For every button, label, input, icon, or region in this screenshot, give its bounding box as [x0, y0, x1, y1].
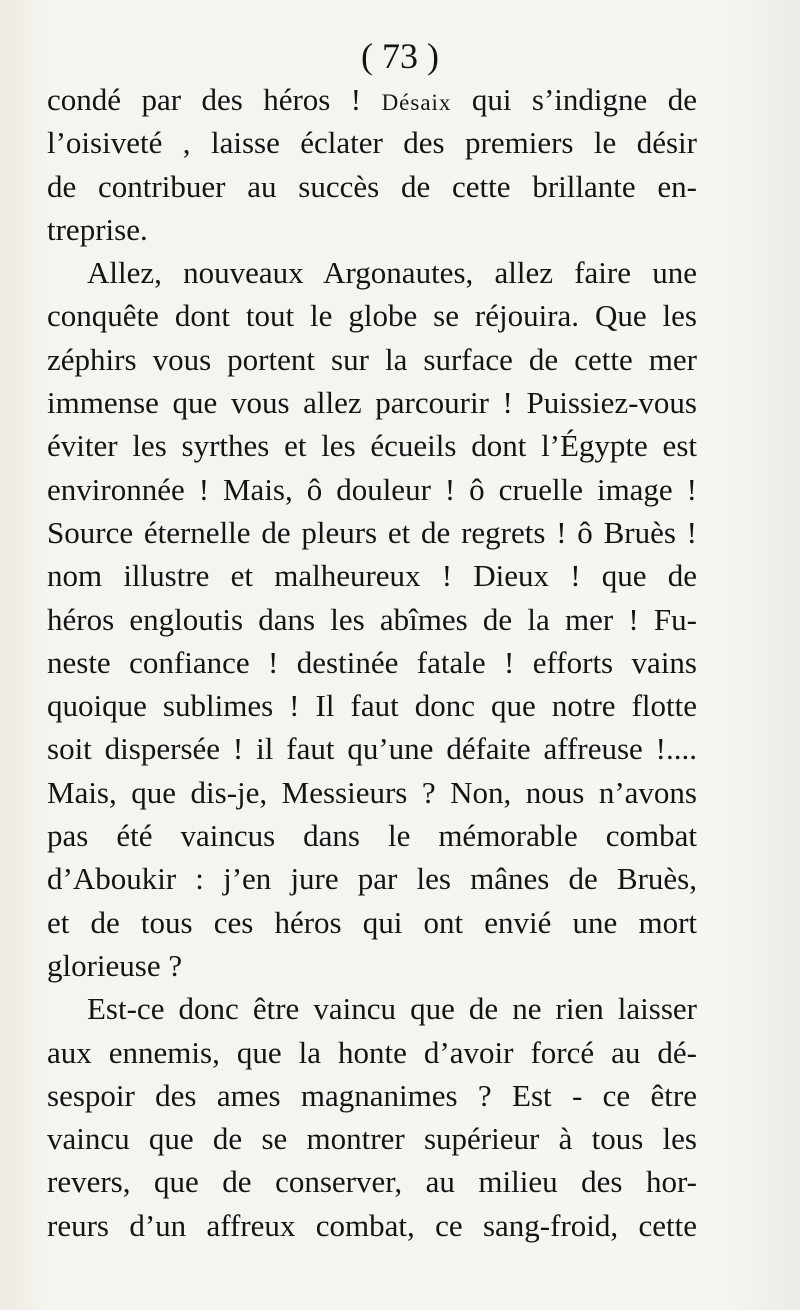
text-line: Source éternelle de pleurs et de regrets ! ô Bruès !	[47, 514, 697, 550]
text-line: zéphirs vous portent sur la surface de cette mer	[47, 341, 697, 377]
text-line: aux ennemis, que la honte d’avoir forcé au dé-	[47, 1034, 697, 1070]
text-line: héros engloutis dans les abîmes de la mer ! Fu-	[47, 601, 697, 637]
text-line: sespoir des ames magnanimes ? Est - ce être	[47, 1077, 697, 1113]
text-line: l’oisiveté , laisse éclater des premiers le désir	[47, 125, 697, 161]
text-line: Est-ce donc être vaincu que de ne rien laisser	[87, 991, 697, 1027]
body-text	[47, 78, 697, 1247]
text-line: quoique sublimes ! Il faut donc que notre flotte	[47, 688, 697, 724]
text-line: soit dispersée ! il faut qu’une défaite affreuse !....	[47, 731, 697, 767]
text-line: environnée ! Mais, ô douleur ! ô cruelle image !	[47, 471, 697, 507]
text-line: treprise.	[47, 211, 148, 247]
text-line: Mais, que dis-je, Messieurs ? Non, nous n’avons	[47, 774, 697, 810]
text-line: vaincu que de se montrer supérieur à tous les	[47, 1121, 697, 1157]
text-line: nom illustre et malheureux ! Dieux ! que de	[47, 558, 697, 594]
text-line: pas été vaincus dans le mémorable combat	[47, 818, 697, 854]
small-caps-name: Désaix	[381, 90, 452, 115]
text-line: d’Aboukir : j’en jure par les mânes de Bruès,	[47, 861, 697, 897]
page-number: ( 73 )	[361, 36, 439, 76]
text-segment: condé par des héros !	[47, 82, 382, 117]
text-line: reurs d’un affreux combat, ce sang-froid, cette	[47, 1207, 697, 1243]
text-line: conquête dont tout le globe se réjouira. Que les	[47, 298, 697, 334]
text-line: et de tous ces héros qui ont envié une mort	[47, 904, 697, 940]
text-line: de contribuer au succès de cette brillante en-	[47, 168, 697, 204]
text-line: Allez, nouveaux Argonautes, allez faire une	[87, 255, 697, 291]
text-line: neste confiance ! destinée fatale ! efforts vains	[47, 644, 697, 680]
text-line: éviter les syrthes et les écueils dont l’Égypte est	[47, 428, 697, 464]
text-line: immense que vous allez parcourir ! Puissiez-vous	[47, 385, 697, 421]
text-line: glorieuse ?	[47, 947, 183, 983]
text-line: revers, que de conserver, au milieu des hor-	[47, 1164, 697, 1200]
text-line	[47, 78, 697, 121]
text-segment: qui s’indigne de	[451, 82, 697, 117]
